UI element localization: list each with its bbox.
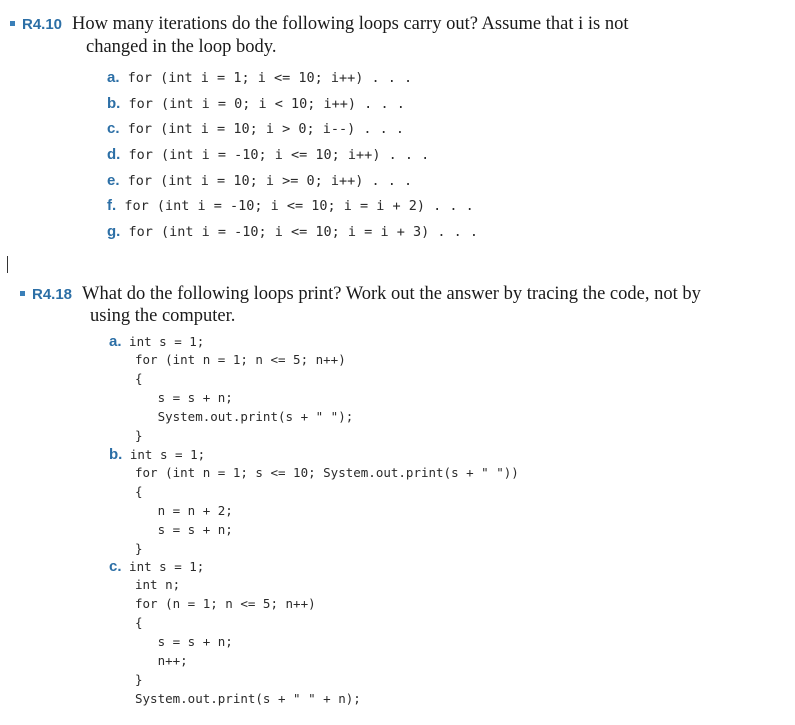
- list-item-b: b. for (int i = 0; i < 10; i++) . . .: [107, 95, 405, 112]
- list-item-a: a. for (int i = 1; i <= 10; i++) . . .: [107, 69, 413, 86]
- list-item-f: f. for (int i = -10; i <= 10; i = i + 2) . . .: [107, 197, 474, 214]
- code-line: s = s + n;: [135, 522, 233, 537]
- code-line: for (int n = 1; s <= 10; System.out.print(s + " ")): [135, 465, 519, 480]
- code-line: {: [135, 484, 143, 499]
- problem-number: R4.10: [22, 16, 63, 33]
- code-line: s = s + n;: [135, 390, 233, 405]
- problem-text-continued: using the computer.: [90, 306, 236, 326]
- item-letter-c: c.: [109, 558, 122, 575]
- code-line: n++;: [135, 653, 188, 668]
- problem-text: How many iterations do the following loops carry out? Assume that i is not: [72, 14, 629, 34]
- code-line: c. int s = 1;: [109, 558, 205, 575]
- item-letter-a: a.: [109, 333, 122, 350]
- problem-text-continued: changed in the loop body.: [86, 37, 277, 57]
- code-line: for (n = 1; n <= 5; n++): [135, 596, 316, 611]
- text-cursor-icon: [7, 256, 8, 273]
- code-line: for (int n = 1; n <= 5; n++): [135, 352, 346, 367]
- list-item-e: e. for (int i = 10; i >= 0; i++) . . .: [107, 172, 413, 189]
- code-line: b. int s = 1;: [109, 446, 206, 463]
- list-item-c: c. for (int i = 10; i > 0; i--) . . .: [107, 120, 404, 137]
- problem-number: R4.18: [32, 286, 73, 303]
- code-line: {: [135, 371, 143, 386]
- problem-r4-18-header: [20, 283, 701, 305]
- code-line: System.out.print(s + " ");: [135, 409, 354, 424]
- list-item-g: g. for (int i = -10; i <= 10; i = i + 3) . . .: [107, 223, 478, 240]
- code-line: {: [135, 615, 143, 630]
- code-line: s = s + n;: [135, 634, 233, 649]
- list-item-d: d. for (int i = -10; i <= 10; i++) . . .: [107, 146, 430, 163]
- code-line: System.out.print(s + " " + n);: [135, 691, 361, 706]
- code-line: }: [135, 428, 143, 443]
- bullet-icon: [10, 21, 15, 26]
- problem-r4-10-header: [10, 13, 629, 35]
- code-line: }: [135, 541, 143, 556]
- code-line: n = n + 2;: [135, 503, 233, 518]
- bullet-icon: [20, 291, 25, 296]
- item-letter-b: b.: [109, 446, 123, 463]
- problem-text: What do the following loops print? Work out the answer by tracing the code, not by: [82, 284, 701, 304]
- code-line: }: [135, 672, 143, 687]
- code-line: a. int s = 1;: [109, 333, 205, 350]
- code-line: int n;: [135, 577, 181, 592]
